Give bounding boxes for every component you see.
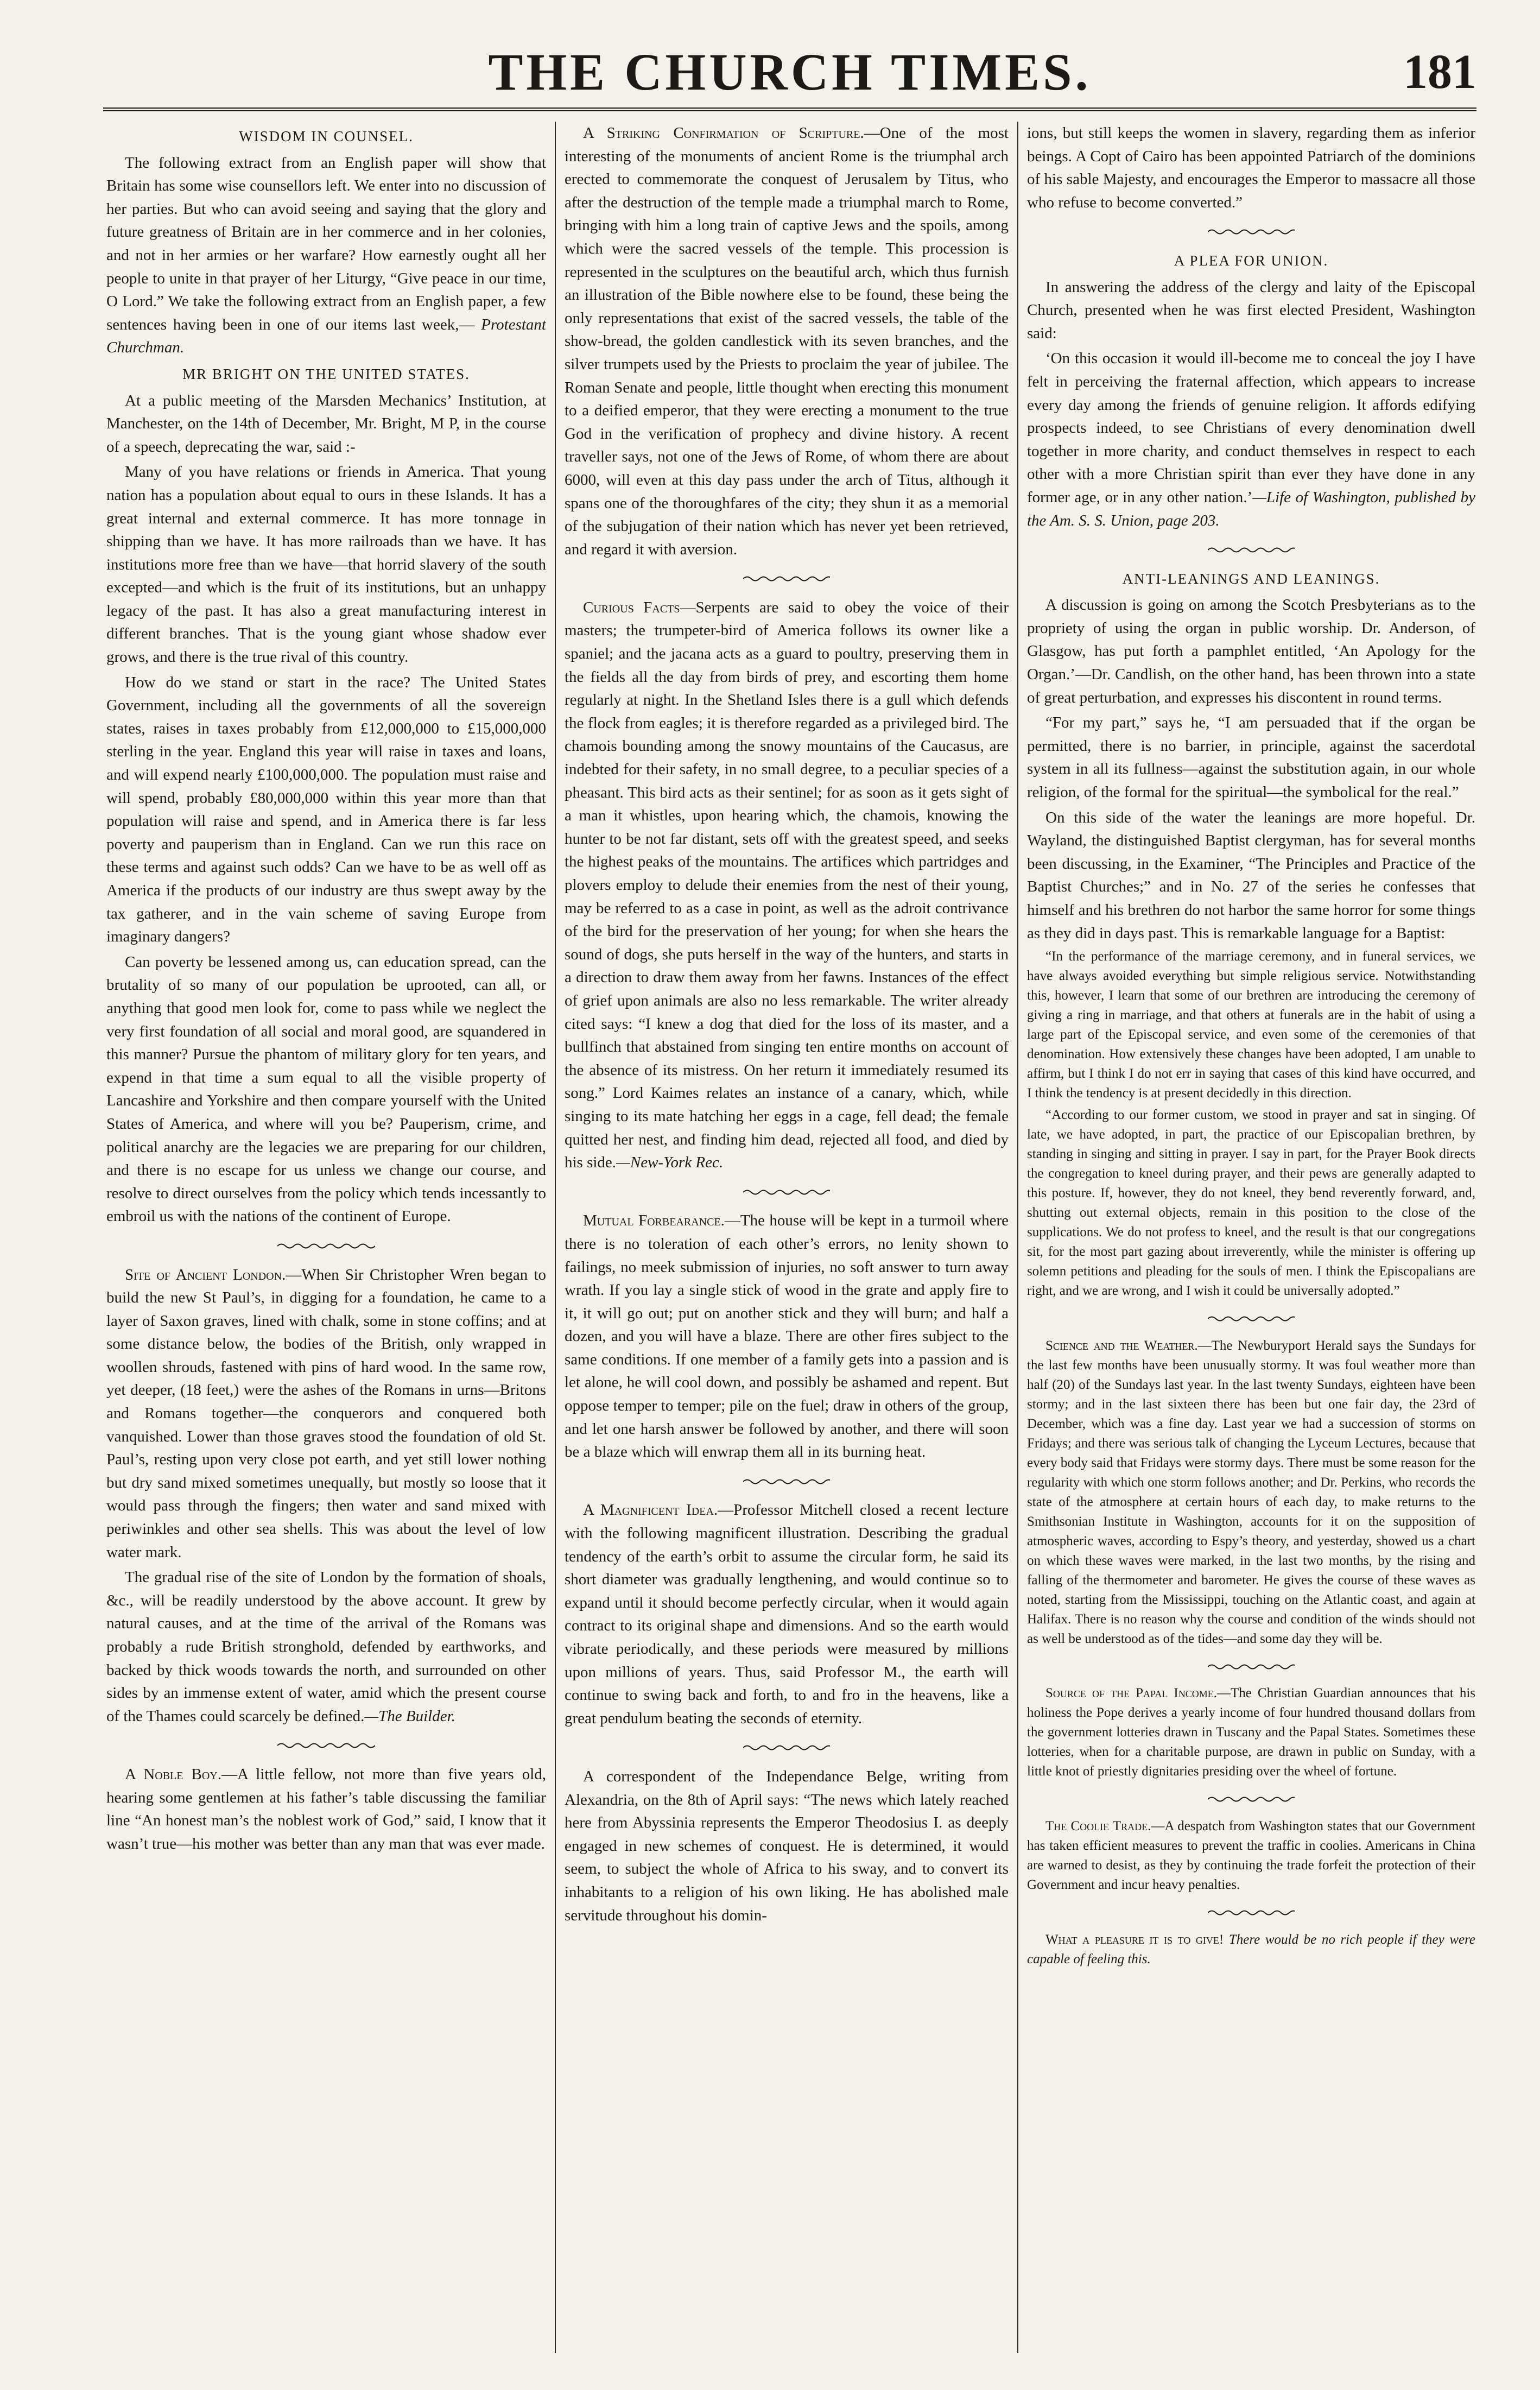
article-lead: A Striking Confirmation of Scripture. [583, 124, 864, 142]
article-lead: The Coolie Trade. [1045, 1818, 1151, 1833]
paragraph-text: ‘On this occasion it would ill-become me to conceal the joy I have felt in perceiving the fraternal affection, which appears to increase every day among the friends of genuine religion. It affords edifying prospects indeed, to see Christians of every denomination dwell together in more charity, and conduct themselves in respect to each other with a more Christian spirit than ever they have done in any former age, or in any other nation.’ [1027, 350, 1475, 506]
wavy-separator [1027, 219, 1475, 243]
article-paragraph: Many of you have relations or friends in America. That young nation has a population about equal to ours in these Islands. It has a great internal and external commerce. It has more tonnage in shipping than we have. It has more railroads than we have. It has institutions more free than we have—that horrid slavery of the south excepted—and which is the fruit of its institutions, but an unhappy legacy of the past. It has also a great manufacturing interest in different branches. That is the young giant whose shadow ever grows, and there is the true rival of this country. [106, 463, 546, 666]
article-paragraph [1027, 1684, 1475, 1781]
column-divider [555, 122, 556, 2353]
wavy-separator [565, 1735, 1009, 1759]
article-paragraph [106, 151, 546, 359]
paragraph-text: —The Christian Guardian announces that his holiness the Pope derives a yearly income of four hundred thousand dollars from the government lotteries drawn in Tuscany and the Papal States. Sometimes these lotteries, when for a charitable purpose, are drawn in public on Sunday, with a little knot of priestly dignitaries presiding over the wheel of fortune. [1027, 1686, 1475, 1779]
wavy-separator [106, 1234, 546, 1257]
paragraph-text: —The house will be kept in a turmoil where there is no toleration of each other’s errors, no lenity shown to failings, no meek submission of injuries, no soft answer to turn away wrath. If you lay a single stick of wood in the grate and apply fire to it, it will go out; put on another stick and they will burn; and half a dozen, and you will have a blaze. There are other fires subject to the same conditions. If one member of a family gets into a passion and is let alone, he will cool down, and possibly be ashamed and repent. But oppose temper to temper; pile on the fuel; draw in others of the group, and let one harsh answer be followed by another, and there will soon be a blaze which will enwrap them all in its burning heat. [565, 1212, 1009, 1461]
paragraph-text: The following extract from an English paper will show that Britain has some wise counsellors left. We enter into no discussion of her parties. But who can avoid seeing and saying that the glory and future greatness of Britain are in her commerce and in her colonies, and not in her armies or her warfare? How earnestly ought all her people to unite in that prayer of her Liturgy, “Give peace in our time, O Lord.” We take the following extract from an English paper, a few sentences having been in one of our items last week,— [106, 154, 546, 333]
article-heading: A PLEA FOR UNION. [1174, 252, 1329, 269]
column-2 [565, 122, 1009, 2353]
article-source: —The Builder. [364, 1707, 455, 1725]
article-lead: What a pleasure it is to give! [1045, 1932, 1224, 1947]
article-lead: Mutual Forbearance. [583, 1212, 725, 1230]
article-paragraph [1027, 347, 1475, 532]
article-lead: Curious Facts [583, 598, 680, 616]
article-paragraph [565, 1499, 1009, 1730]
wavy-separator [1027, 1654, 1475, 1678]
article-paragraph [1027, 1930, 1475, 1969]
article-lead: Source of the Papal Income. [1045, 1686, 1217, 1701]
paragraph-text: —When Sir Christopher Wren began to build the new St Paul’s, in digging for a foundation, he came to a layer of Saxon graves, lined with chalk, some in stone coffins; and at some distance below, the bodies of the British, only wrapped in woollen shrouds, fastened with pins of hard wood. In the same row, yet deeper, (18 feet,) were the ashes of the Romans in urns—Britons and Romans together—the conquerors and conquered both vanquished. Lower than those graves stood the foundation of old St. Paul’s, resting upon very close pot earth, and yet still lower nothing but dry sand mixed sometimes unequally, but mostly so loose that it would pass through the fingers; then water and sand mixed with periwinkles and other sea shells. This was about the level of low water mark. [106, 1266, 546, 1561]
article-heading: MR BRIGHT ON THE UNITED STATES. [182, 365, 470, 382]
article-paragraph [106, 1566, 546, 1728]
article-paragraph [106, 1763, 546, 1855]
paragraph-text: —One of the most interesting of the monuments of ancient Rome is the triumphal arch erected to commemorate the conquest of Jerusalem by Titus, who after the destruction of the temple made a triumphal march to Rome, bringing with him a long train of captive Jews and the spoils, among which were the sacred vessels of the temple. This procession is represented in the sculptures on the beautiful arch, which thus furnish an illustration of the Bible nowhere else to be found, these being the only representations that exist of the sacred vessels, the table of the show-bread, the golden candlestick with its seven branches, and the silver trumpets used by the Priests to proclaim the year of jubilee. The Roman Senate and people, little thought when erecting this monument to a deified emperor, that they were erecting a monument to the true God in the verification of prophecy and divine history. A recent traveller says, not one of the Jews of Rome, of whom there are about 6000, will even at this day pass under the arch of Titus, although it spans one of the thoroughfares of the city; they shun it as a memorial of the subjugation of their nation which has never yet been retrieved, and regard it with aversion. [565, 124, 1009, 558]
paragraph-text: There would be no rich people if they were capable of feeling this. [1027, 1932, 1475, 1967]
article-paragraph: “For my part,” says he, “I am persuaded that if the organ be permitted, there is no barrier, in principle, against the sacerdotal system in all its fullness—against the substitution again, in our whole religion, of the formal for the spiritual—the symbolical for the real.” [1027, 714, 1475, 801]
wavy-separator [1027, 538, 1475, 561]
article-lead: A Magnificent Idea. [583, 1501, 718, 1519]
article-paragraph: In answering the address of the clergy and laity of the Episcopal Church, presented when he was first elected President, Washington said: [1027, 278, 1475, 342]
article-paragraph [565, 1209, 1009, 1464]
wavy-separator [565, 566, 1009, 590]
article-paragraph: How do we stand or start in the race? The United States Government, including all the governments of all the sovereign states, raises in taxes probably from £12,000,000 to £15,000,000 sterling in the year. England this year will raise in taxes and loans, and will expend nearly £100,000,000. The population must raise and will spend, probably £80,000,000 within this year more than that population will raise and spend, and in America there is far less poverty and pauperism than in England. Can we run this race on these terms and against such odds? Can we have to be as well off as America if the products of our industry are thus swept away by the tax gatherer, and in the vain scheme of saving Europe from imaginary dangers? [106, 673, 546, 946]
paragraph-text: —A little fellow, not more than five years old, hearing some gentlemen at his father’s table discussing the familiar line “An honest man’s the noblest work of God,” said, I know that it wasn’t true—his mother was better than any man that was ever made. [106, 1765, 546, 1852]
wavy-separator [1027, 1787, 1475, 1810]
article-lead: Science and the Weather. [1045, 1338, 1198, 1353]
paragraph-text: The gradual rise of the site of London by the formation of shoals, &c., will be readily understood by the above account. It grew by natural causes, and at the time of the arrival of the Romans was probably a rude British stronghold, defended by earthworks, and backed by thick woods towards the north, and surrounded on other sides by an immense extent of water, amid which the present course of the Thames could scarcely be defined. [106, 1569, 546, 1725]
wavy-separator [1027, 1306, 1475, 1330]
article-source: —Life of Washington, published by the Am. S. S. Union, page 203. [1027, 488, 1475, 529]
article-source: —New-York Rec. [616, 1154, 724, 1172]
article-paragraph [565, 596, 1009, 1174]
article-paragraph: At a public meeting of the Marsden Mechanics’ Institution, at Manchester, on the 14th of December, Mr. Bright, M P, in the course of a speech, deprecating the war, said :- [106, 391, 546, 456]
wavy-separator [1027, 1900, 1475, 1924]
article-paragraph: A correspondent of the Independance Belge, writing from Alexandria, on the 8th of April says: “The news which lately reached here from Abyssinia represents the Emperor Theodosius I. as deeply engaged in new schemes of conquest. He is determined, it would seem, to subject the whole of Africa to his sway, and to convert its inhabitants to a religion of his own liking. He has abolished male servitude throughout his domin- [565, 1767, 1009, 1924]
article-paragraph [106, 1263, 546, 1564]
article-source: Protestant Churchman. [106, 315, 546, 357]
masthead [103, 42, 1476, 108]
article-paragraph [565, 122, 1009, 561]
paragraph-text: —A despatch from Washington states that our Government has taken efficient measures to prevent the traffic in coolies. Americans in China are warned to desist, as they by continuing the trade forfeit the protection of their Government and incur heavy penalties. [1027, 1818, 1475, 1892]
page-number: 181 [1403, 45, 1476, 99]
article-paragraph [1027, 1817, 1475, 1895]
article-paragraph: Can poverty be lessened among us, can education spread, can the brutality of so many of our population be uprooted, can all, or anything that good men look for, come to pass while we neglect the very first foundation of all social and moral good, are squandered in this manner? Pursue the phantom of military glory for ten years, and expend in that time a sum equal to all the visible property of Lancashire and Yorkshire and then compare yourself with the United States of America, and where will you be? Pauperism, crime, and political anarchy are the legacies we are preparing for our children, and there is no escape for us unless we change our course, and resolve to direct ourselves from the policy which tends incessantly to embroil us with the nations of the continent of Europe. [106, 953, 546, 1225]
newspaper-title: THE CHURCH TIMES. [488, 43, 1092, 101]
wavy-separator [565, 1469, 1009, 1493]
column-1 [106, 122, 546, 2353]
article-paragraph [1027, 1336, 1475, 1649]
article-lead: A Noble Boy. [125, 1765, 221, 1783]
paragraph-text: —Serpents are said to obey the voice of their masters; the trumpeter-bird of America follows its owner like a spaniel; and the jacana acts as a guard to poultry, preserving them in the fields all the day from birds of prey, and escorting them home regularly at night. In the Shetland Isles there is a gull which defends the flock from eagles; it is therefore regarded as a privileged bird. The chamois bounding among the snowy mountains of the Caucasus, are indebted for their safety, in no small degree, to a peculiar species of a pheasant. This bird acts as their sentinel; for as soon as it gets sight of a man it whistles, upon hearing which, the chamois, knowing the hunter to be not far distant, sets off with the greatest speed, and seeks the highest peaks of the mountains. The artifices which partridges and plovers employ to delude their enemies from the nest of their young, may be referred to as a case in point, as well as the adroit contrivance of the bird for the preservation of her young; for when she hears the sound of dogs, she puts herself in the way of the hunters, and starts in a direction to draw them away from her fawns. Instances of the effect of grief upon animals are also no less remarkable. The writer already cited says: “I knew a dog that died for the loss of its master, and a bullfinch that abstained from singing ten entire months on account of the absence of its mistress. On her return it immediately resumed its song.” Lord Kaimes relates an instance of a canary, which, while singing to its mate hatching her eggs in a cage, fell dead; the female quitted her nest, and finding him dead, rejected all food, and died by his side. [565, 598, 1009, 1172]
quoted-paragraph: “According to our former custom, we stood in prayer and sat in singing. Of late, we have adopted, in part, the practice of our Episcopalian brethren, by standing in singing and sitting in prayer. I say in part, for the Prayer Book directs the congregation to kneel during prayer, and their pews are generally adapted to this posture. If, however, they do not kneel, they bend reverently forward, and, shutting out external objects, remain in this position to the close of the supplications. We do not profess to kneel, and the result is that our congregations sit, for the most part gazing about irreverently, while the minister is offering up solemn petitions and pleading for the souls of men. I think the Episcopalians are right, and we are wrong, and I wish it could be universally adopted.” [1027, 1108, 1475, 1299]
article-paragraph: A discussion is going on among the Scotch Presbyterians as to the propriety of using the organ in public worship. Dr. Anderson, of Glasgow, has put forth a pamphlet entitled, ‘An Apology for the Organ.’—Dr. Candlish, on the other hand, has been thrown into a state of great perturbation, and expresses his discontent in round terms. [1027, 596, 1475, 706]
column-3 [1027, 122, 1475, 2353]
article-paragraph: On this side of the water the leanings are more hopeful. Dr. Wayland, the distinguished Baptist clergyman, has for several months been discussing, in the Examiner, “The Principles and Practice of the Baptist Churches;” and in No. 27 of the series he confesses that himself and his brethren do not harbor the same horror for some things as they did in days past. This is remarkable language for a Baptist: [1027, 808, 1475, 942]
wavy-separator [106, 1733, 546, 1756]
masthead-rule [103, 108, 1476, 111]
article-heading: WISDOM IN COUNSEL. [239, 128, 414, 144]
article-lead: Site of Ancient London. [125, 1266, 286, 1283]
paragraph-text: —Professor Mitchell closed a recent lecture with the following magnificent illustration. Describing the gradual tendency of the earth’s orbit to assume the circular form, he said its short diameter was gradually lengthening, and would continue so to expand until it should become perfectly circular, when it would again contract to its original shape and dimensions. And so the earth would vibrate periodically, and these periods were measured by millions upon millions of years. Thus, said Professor M., the earth will continue to swing back and forth, to and fro in the heavens, like a great pendulum beating the seconds of eternity. [565, 1501, 1009, 1727]
paragraph-text: —The Newburyport Herald says the Sundays for the last few months have been unusually stormy. It was foul weather more than half (20) of the Sundays last year. In the last twenty Sundays, eighteen have been stormy; and in the last sixteen there has been but one fair day, the 23rd of December, which was a fine day. Last year we had a succession of storms on Fridays; and there was serious talk of changing the Lyceum Lectures, because that every body said that Fridays were stormy days. There must be some reason for the regularity with which one storm follows another; and Dr. Perkins, who records the state of the atmosphere at certain hours of each day, to make returns to the Smithsonian Institute in Washington, accounts for it on the supposition of atmospheric waves, according to Espy’s theory, and yesterday, showed us a chart on which these waves were marked, in the last two months, by the rising and falling of the thermometer and barometer. He gives the course of these waves as noted, starting from the Mississippi, touching on the Atlantic coast, and again at Halifax. There is no reason why the course and condition of the winds should not as well be understood as of the tides—and some day they will be. [1027, 1338, 1475, 1646]
article-paragraph: ions, but still keeps the women in slavery, regarding them as inferior beings. A Copt of Cairo has been appointed Patriarch of the dominions of his sable Majesty, and encourages the Emperor to massacre all those who refuse to become converted.” [1027, 124, 1475, 211]
wavy-separator [565, 1180, 1009, 1203]
quoted-paragraph: “In the performance of the marriage ceremony, and in funeral services, we have always avoided everything but simple religious service. Notwithstanding this, however, I learn that some of our brethren are introducing the ceremony of giving a ring in marriage, and that others at funerals are in the habit of using a large part of the Episcopal service, and even some of the ceremonies of that denomination. How extensively these changes have been adopted, I am unable to affirm, but I think I do not err in saying that cases of this kind have occurred, and I think the tendency is at present decidedly in this direction. [1027, 949, 1475, 1101]
column-divider [1017, 122, 1018, 2353]
article-heading: ANTI-LEANINGS AND LEANINGS. [1122, 570, 1380, 587]
